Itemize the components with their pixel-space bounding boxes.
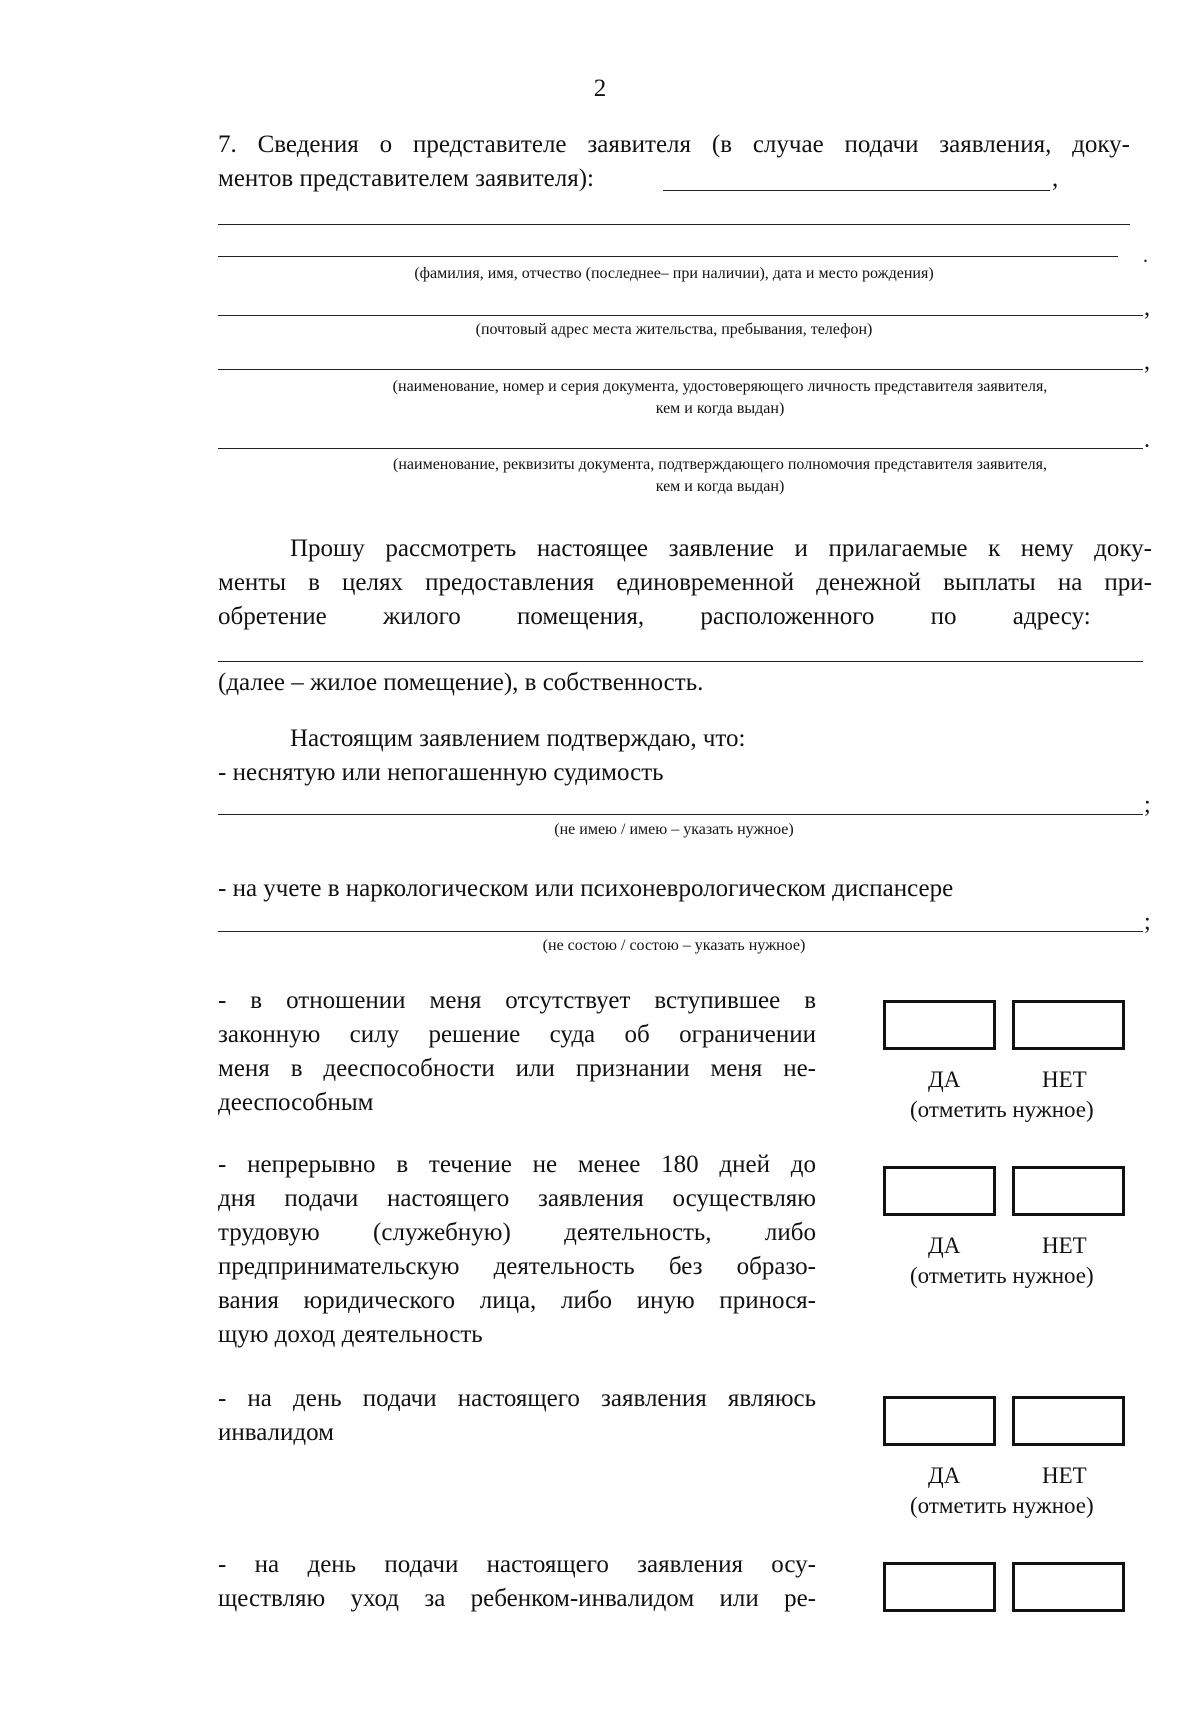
statement-2-line-4: предпринимательскую деятельность без образо- bbox=[218, 1253, 816, 1280]
caption-id-doc-1: (наименование, номер и серия документа, удостоверяющего личность представителя заявителя, bbox=[392, 378, 1048, 395]
caption-fio: (фамилия, имя, отчество (последнее– при наличии), дата и место рождения) bbox=[414, 265, 934, 282]
representative-authority-line[interactable] bbox=[218, 448, 1143, 449]
statement-1-yes-checkbox[interactable] bbox=[883, 1000, 996, 1050]
caption-authority-doc-1: (наименование, реквизиты документа, подтверждающего полномочия представителя заявителя, bbox=[393, 456, 1047, 473]
statement-2-no-label: НЕТ bbox=[1042, 1233, 1087, 1258]
statement-2-line-6: щую доход деятельность bbox=[218, 1321, 483, 1348]
dispensary-fill-line[interactable] bbox=[218, 931, 1143, 932]
statement-1-line-3: меня в дееспособности или признании меня не- bbox=[218, 1055, 816, 1082]
section7-line1: 7. Сведения о представителе заявителя (в случае подачи заявления, доку- bbox=[218, 131, 1130, 158]
statement-2-yes-label: ДА bbox=[928, 1233, 961, 1258]
statement-2-line-1: - непрерывно в течение не менее 180 дней до bbox=[218, 1151, 816, 1178]
statement-3-line-1: - на день подачи настоящего заявления являюсь bbox=[218, 1385, 816, 1412]
statement-2-yes-checkbox[interactable] bbox=[883, 1166, 996, 1216]
statement-3-text bbox=[218, 1382, 816, 1450]
caption-id-doc-2: кем и когда выдан) bbox=[655, 400, 785, 417]
statement-3-no-checkbox[interactable] bbox=[1012, 1396, 1125, 1446]
section7-line2-prefix: ментов представителем заявителя): bbox=[218, 165, 595, 192]
confirm-intro: Настоящим заявлением подтверждаю, что: bbox=[290, 725, 746, 752]
representative-fill-line-1[interactable] bbox=[663, 190, 1050, 191]
section7-line2-suffix: , bbox=[1052, 165, 1059, 192]
statement-4-line-1: - на день подачи настоящего заявления осу- bbox=[218, 1551, 816, 1578]
statement-1-line-1: - в отношении меня отсутствует вступившее в bbox=[218, 987, 816, 1014]
statement-4-line-2: ществляю уход за ребенком-инвалидом или ре- bbox=[218, 1585, 816, 1612]
statement-4-yes-checkbox[interactable] bbox=[883, 1562, 996, 1612]
statement-2-text bbox=[218, 1148, 816, 1352]
statement-2-no-checkbox[interactable] bbox=[1012, 1166, 1125, 1216]
request-line-1: Прошу рассмотреть настоящее заявление и прилагаемые к нему доку- bbox=[290, 535, 1152, 562]
representative-id-line[interactable] bbox=[218, 369, 1143, 370]
statement-1-line-2: законную силу решение суда об ограничении bbox=[218, 1021, 816, 1048]
page-number: 2 bbox=[593, 75, 607, 102]
statement-4-text bbox=[218, 1548, 816, 1616]
request-line-2: менты в целях предоставления единовременной денежной выплаты на при- bbox=[218, 569, 1152, 596]
address-end-mark: , bbox=[1144, 295, 1150, 321]
statement-3-yes-checkbox[interactable] bbox=[883, 1396, 996, 1446]
authority-end-mark: . bbox=[1144, 427, 1150, 453]
dispensary-end-mark: ; bbox=[1144, 909, 1151, 935]
representative-fio-line[interactable] bbox=[218, 256, 1118, 257]
statement-3-no-label: НЕТ bbox=[1042, 1463, 1087, 1488]
statement-1-hint: (отметить нужное) bbox=[910, 1097, 1094, 1122]
conviction-fill-line[interactable] bbox=[218, 814, 1143, 815]
request-line-3-text: обретение жилого помещения, расположенного по адресу: bbox=[218, 603, 1091, 630]
statement-2-line-3: трудовую (служебную) деятельность, либо bbox=[218, 1219, 816, 1246]
statement-3-hint: (отметить нужное) bbox=[910, 1493, 1094, 1518]
conviction-text: - неснятую или непогашенную судимость bbox=[218, 759, 664, 786]
statement-1-line-4: дееспособным bbox=[218, 1089, 374, 1116]
request-line-3 bbox=[218, 600, 1152, 634]
conviction-caption: (не имею / имею – указать нужное) bbox=[554, 821, 794, 838]
caption-authority-doc-2: кем и когда выдан) bbox=[655, 478, 785, 495]
dispensary-text: - на учете в наркологическом или психоневрологическом диспансере bbox=[218, 875, 954, 902]
conviction-end-mark: ; bbox=[1144, 792, 1151, 818]
representative-address-line[interactable] bbox=[218, 315, 1143, 316]
statement-1-text bbox=[218, 984, 816, 1120]
request-line-4: (далее – жилое помещение), в собственность. bbox=[218, 669, 704, 696]
statement-2-line-5: вания юридического лица, либо иную принося- bbox=[218, 1287, 816, 1314]
fio-end-mark: . bbox=[1143, 245, 1148, 267]
statement-3-yes-label: ДА bbox=[928, 1463, 961, 1488]
statement-1-no-label: НЕТ bbox=[1042, 1067, 1087, 1092]
statement-3-line-2: инвалидом bbox=[218, 1419, 334, 1446]
statement-2-line-2: дня подачи настоящего заявления осуществляю bbox=[218, 1185, 816, 1212]
statement-4-no-checkbox[interactable] bbox=[1012, 1562, 1125, 1612]
representative-fill-line-2[interactable] bbox=[218, 224, 1130, 225]
property-address-line[interactable] bbox=[218, 661, 1143, 662]
statement-1-yes-label: ДА bbox=[928, 1067, 961, 1092]
statement-1-no-checkbox[interactable] bbox=[1012, 1000, 1125, 1050]
statement-2-hint: (отметить нужное) bbox=[910, 1263, 1094, 1288]
dispensary-caption: (не состою / состою – указать нужное) bbox=[542, 937, 806, 954]
caption-address: (почтовый адрес места жительства, пребывания, телефон) bbox=[475, 321, 873, 338]
id-end-mark: , bbox=[1144, 349, 1150, 375]
